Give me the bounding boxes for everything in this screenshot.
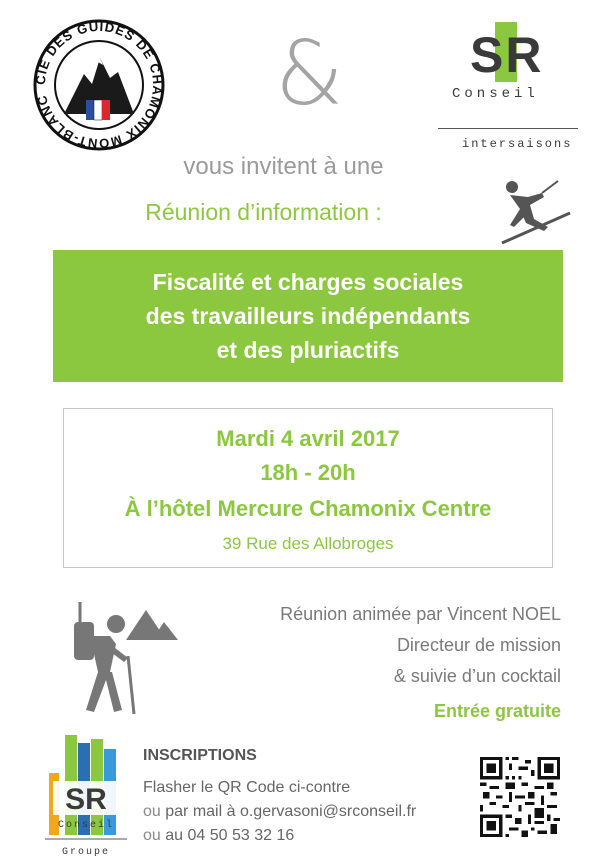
sr-logo-divider — [438, 128, 578, 129]
topic-banner — [53, 250, 563, 382]
qr-code[interactable] — [480, 757, 560, 837]
free-entry: Entrée gratuite — [433, 701, 561, 721]
event-venue: À l’hôtel Mercure Chamonix Centre — [124, 496, 492, 521]
mail-line — [143, 800, 416, 824]
guides-logo-ring-text: CIE DES GUIDES DE CHAMONIX MONT-BLANC — [32, 18, 166, 152]
topic-line-2: des travailleurs indépendants — [145, 303, 471, 329]
event-date: Mardi 4 avril 2017 — [216, 426, 400, 451]
qr-instruction: Flasher le QR Code ci-contre — [143, 779, 351, 796]
presenter-line-3: & suivie d’un cocktail — [393, 666, 561, 686]
presenter-line-1: Réunion animée par Vincent NOEL — [280, 604, 561, 624]
sr-groupe-logo — [45, 735, 127, 860]
sr-logo-conseil: Conseil — [452, 86, 539, 102]
event-time: 18h - 20h — [260, 460, 356, 485]
phone-prefix: ou — [143, 827, 166, 844]
hiker-icon — [54, 600, 184, 720]
phone-number[interactable]: au 04 50 53 32 16 — [165, 827, 295, 844]
topic-line-1: Fiscalité et charges sociales — [152, 269, 464, 295]
ampersand: & — [275, 22, 344, 125]
presenter-line-2: Directeur de mission — [396, 635, 561, 655]
sr-logo-intersaisons: intersaisons — [462, 137, 573, 151]
sr-bottom-groupe: Groupe — [61, 847, 111, 858]
phone-line — [143, 824, 416, 848]
skier-icon — [498, 175, 574, 251]
presenter-block — [280, 599, 561, 727]
event-details-box — [63, 408, 553, 568]
event-address: 39 Rue des Allobroges — [222, 534, 394, 553]
sr-bottom-conseil: Conseil — [57, 820, 115, 831]
guides-chamonix-logo — [32, 18, 166, 152]
inscriptions-block — [143, 744, 416, 848]
reunion-heading: Réunion d’information : — [145, 199, 382, 225]
mail-prefix: ou — [143, 803, 166, 820]
invite-line: vous invitent à une — [183, 153, 384, 180]
sr-logo-letters: SR — [470, 27, 544, 83]
inscriptions-title: INSCRIPTIONS — [143, 747, 257, 764]
mail-link[interactable]: par mail à o.gervasoni@srconseil.fr — [165, 803, 417, 820]
topic-line-3: et des pluriactifs — [216, 337, 400, 363]
sr-bottom-letters: SR — [65, 783, 107, 816]
